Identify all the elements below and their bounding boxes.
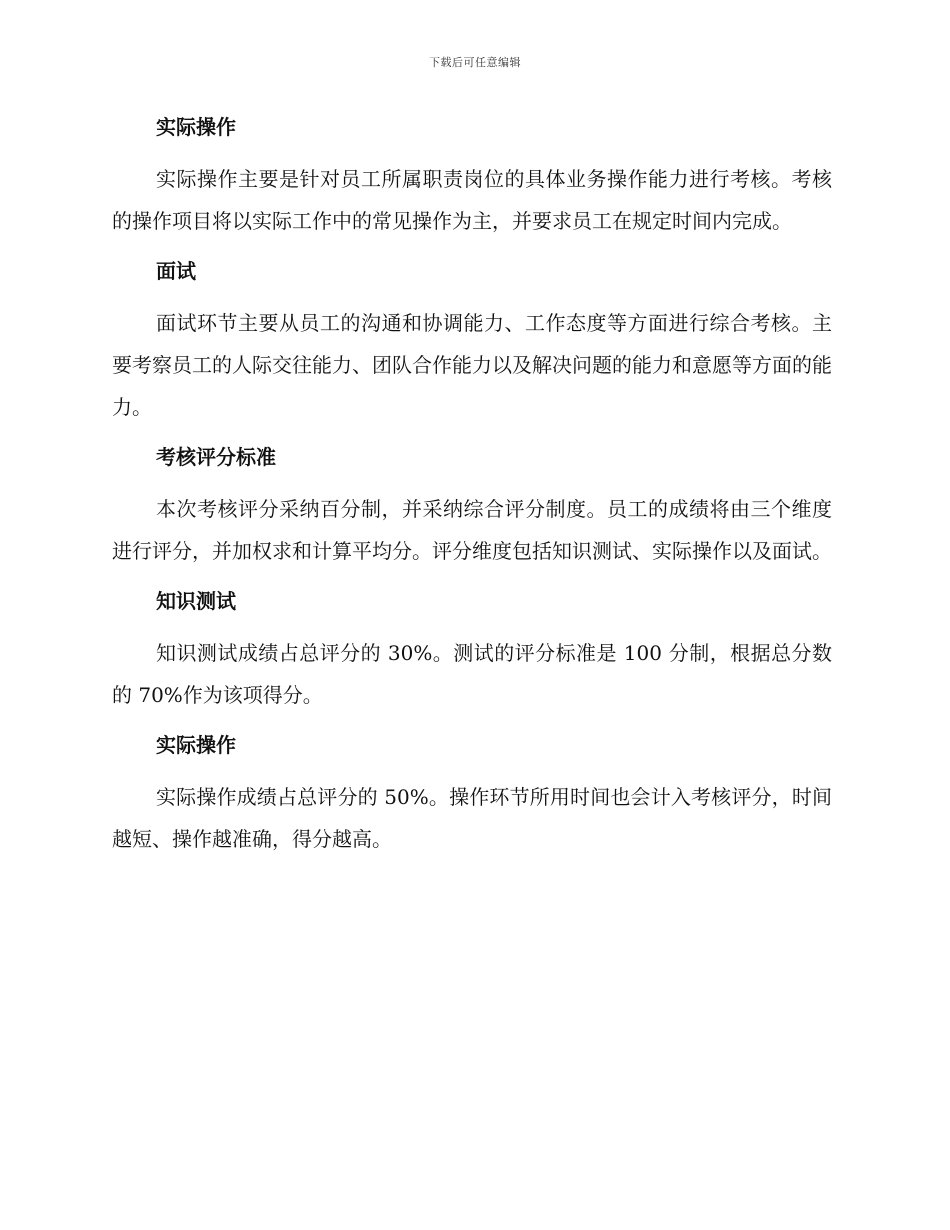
section-paragraph-knowledge-test: 知识测试成绩占总评分的 30%。测试的评分标准是 100 分制，根据总分数的 70%作为该项得分。: [112, 641, 832, 707]
section-paragraph-practical-score: 实际操作成绩占总评分的 50%。操作环节所用时间也会计入考核评分，时间越短、操作越准确，得分越高。: [112, 785, 832, 851]
section-paragraph-interview: 面试环节主要从员工的沟通和协调能力、工作态度等方面进行综合考核。主要考察员工的人际交往能力、团队合作能力以及解决问题的能力和意愿等方面的能力。: [112, 311, 832, 419]
section-paragraph-scoring-standard: 本次考核评分采纳百分制，并采纳综合评分制度。员工的成绩将由三个维度进行评分，并加权求和计算平均分。评分维度包括知识测试、实际操作以及面试。: [112, 497, 832, 563]
page-header: 下载后可任意编辑: [429, 56, 521, 69]
section-paragraph-practical: 实际操作主要是针对员工所属职责岗位的具体业务操作能力进行考核。考核的操作项目将以实际工作中的常见操作为主，并要求员工在规定时间内完成。: [112, 167, 832, 233]
section-heading-knowledge-test: 知识测试: [156, 589, 236, 613]
document-body: [112, 110, 832, 872]
section-heading-scoring-standard: 考核评分标准: [156, 445, 276, 469]
section-heading-practical: 实际操作: [156, 115, 236, 139]
section-heading-practical-score: 实际操作: [156, 733, 236, 757]
section-heading-interview: 面试: [156, 259, 196, 283]
